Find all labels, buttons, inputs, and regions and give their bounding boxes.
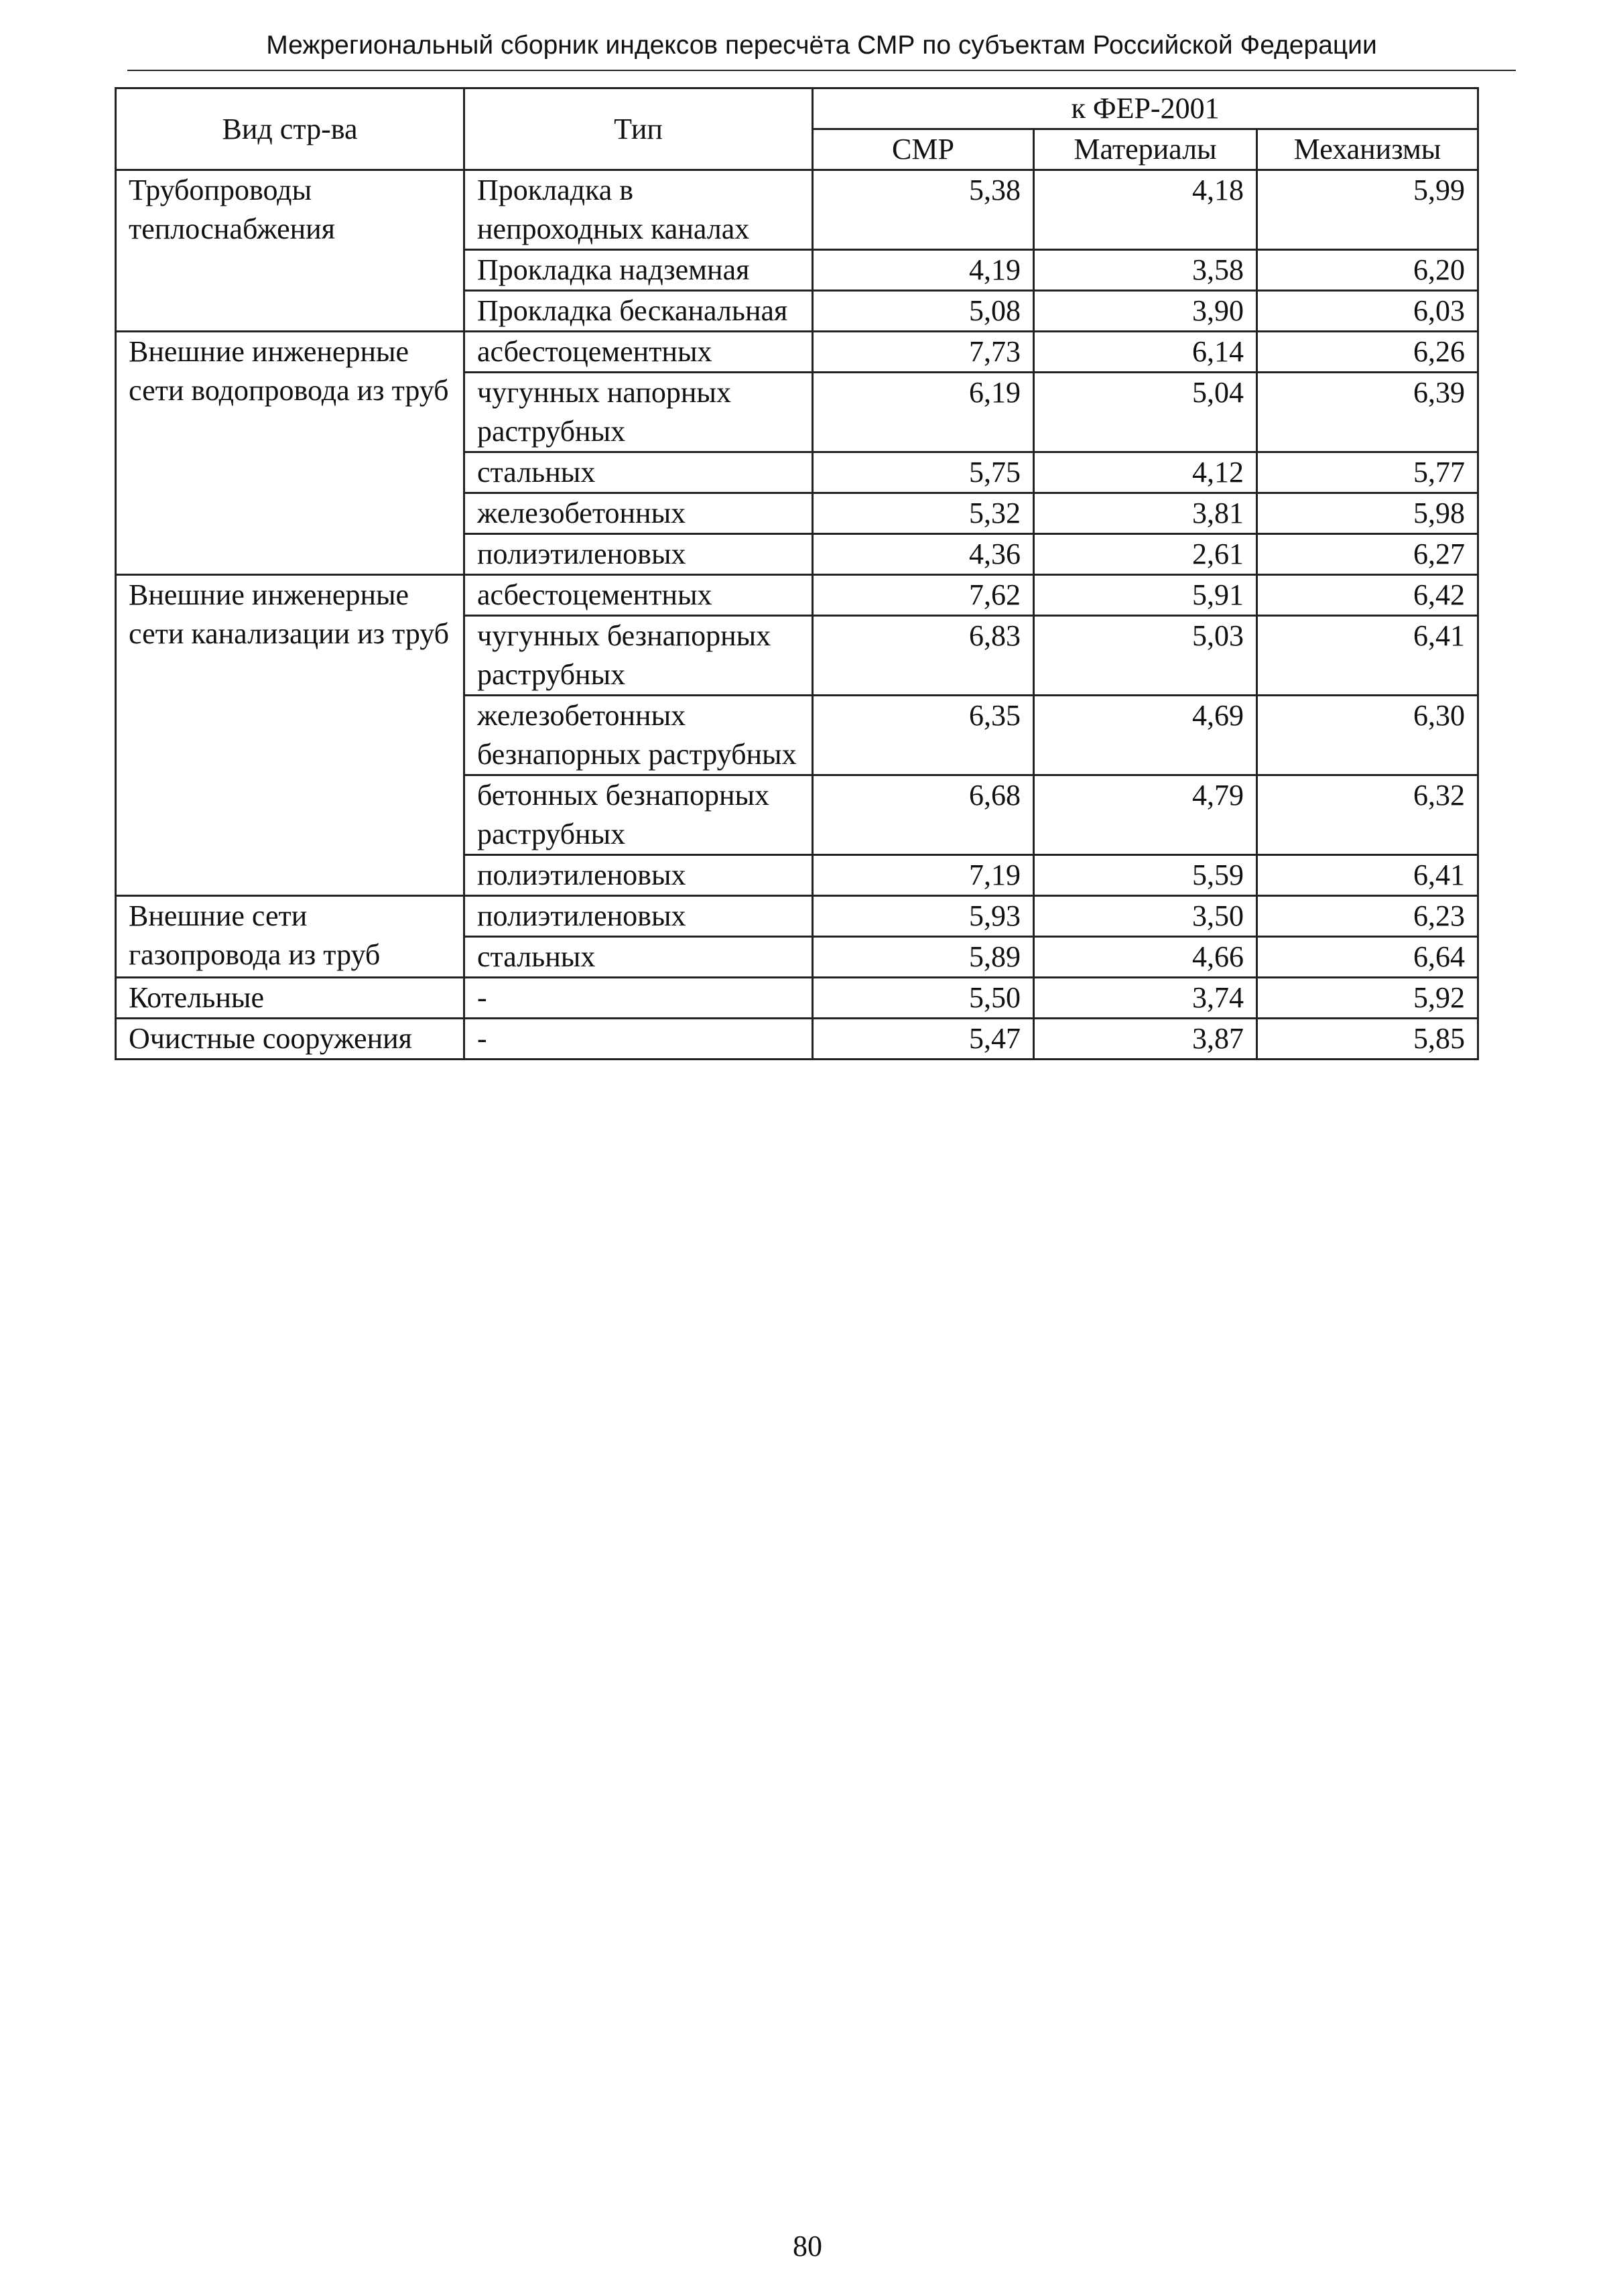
table-row [116,332,1478,373]
type-cell: полиэтиленовых [464,896,813,937]
smr-value: 5,93 [813,896,1034,937]
construction-kind: Котельные [116,978,464,1019]
type-cell: чугунных безнапорных раструбных [464,616,813,696]
table-row [116,575,1478,616]
materials-value: 2,61 [1034,534,1257,575]
smr-value: 7,62 [813,575,1034,616]
type-cell: чугунных напорных раструбных [464,373,813,452]
page-number: 80 [793,2230,822,2262]
type-cell: железобетонных безнапорных раструбных [464,696,813,775]
header-kind: Вид стр-ва [116,88,464,170]
smr-value: 6,83 [813,616,1034,696]
materials-value: 3,50 [1034,896,1257,937]
type-cell: - [464,1019,813,1060]
construction-kind: Трубопроводы теплоснабжения [116,170,464,332]
materials-value: 4,69 [1034,696,1257,775]
materials-value: 5,91 [1034,575,1257,616]
smr-value: 4,19 [813,250,1034,291]
mechanisms-value: 6,41 [1257,616,1478,696]
header-type: Тип [464,88,813,170]
mechanisms-value: 6,23 [1257,896,1478,937]
smr-value: 5,08 [813,291,1034,332]
materials-value: 4,66 [1034,937,1257,978]
header-smr: СМР [813,129,1034,170]
type-cell: бетонных безнапорных раструбных [464,775,813,855]
mechanisms-value: 5,98 [1257,493,1478,534]
smr-value: 6,68 [813,775,1034,855]
materials-value: 4,79 [1034,775,1257,855]
materials-value: 3,87 [1034,1019,1257,1060]
type-cell: Прокладка надземная [464,250,813,291]
type-cell: асбестоцементных [464,575,813,616]
type-cell: - [464,978,813,1019]
materials-value: 3,90 [1034,291,1257,332]
materials-value: 5,59 [1034,855,1257,896]
running-header: Межрегиональный сборник индексов пересчёта СМР по субъектам Российской Федерации [266,31,1377,60]
index-table [115,87,1479,1060]
smr-value: 5,75 [813,452,1034,493]
mechanisms-value: 5,92 [1257,978,1478,1019]
type-cell: полиэтиленовых [464,534,813,575]
type-cell: полиэтиленовых [464,855,813,896]
smr-value: 4,36 [813,534,1034,575]
type-cell: асбестоцементных [464,332,813,373]
type-cell: Прокладка в непроходных каналах [464,170,813,250]
materials-value: 3,74 [1034,978,1257,1019]
mechanisms-value: 6,26 [1257,332,1478,373]
materials-value: 5,04 [1034,373,1257,452]
type-cell: стальных [464,937,813,978]
construction-kind: Внешние инженерные сети водопровода из труб [116,332,464,575]
smr-value: 5,50 [813,978,1034,1019]
smr-value: 5,47 [813,1019,1034,1060]
materials-value: 3,58 [1034,250,1257,291]
table-row [116,896,1478,937]
mechanisms-value: 6,41 [1257,855,1478,896]
header-fer-2001: к ФЕР-2001 [813,88,1478,129]
materials-value: 4,18 [1034,170,1257,250]
materials-value: 4,12 [1034,452,1257,493]
materials-value: 6,14 [1034,332,1257,373]
type-cell: Прокладка бесканальная [464,291,813,332]
table-row [116,978,1478,1019]
construction-kind: Очистные сооружения [116,1019,464,1060]
construction-kind: Внешние сети газопровода из труб [116,896,464,978]
mechanisms-value: 5,77 [1257,452,1478,493]
table-row [116,170,1478,250]
materials-value: 3,81 [1034,493,1257,534]
header-materials: Материалы [1034,129,1257,170]
mechanisms-value: 6,27 [1257,534,1478,575]
table-row [116,1019,1478,1060]
mechanisms-value: 6,03 [1257,291,1478,332]
smr-value: 5,38 [813,170,1034,250]
mechanisms-value: 6,32 [1257,775,1478,855]
smr-value: 7,73 [813,332,1034,373]
mechanisms-value: 6,30 [1257,696,1478,775]
materials-value: 5,03 [1034,616,1257,696]
mechanisms-value: 5,99 [1257,170,1478,250]
header-mechanisms: Механизмы [1257,129,1478,170]
smr-value: 6,35 [813,696,1034,775]
mechanisms-value: 6,20 [1257,250,1478,291]
construction-kind: Внешние инженерные сети канализации из труб [116,575,464,896]
smr-value: 5,89 [813,937,1034,978]
type-cell: стальных [464,452,813,493]
smr-value: 6,19 [813,373,1034,452]
header-rule [127,70,1516,71]
mechanisms-value: 6,64 [1257,937,1478,978]
smr-value: 7,19 [813,855,1034,896]
smr-value: 5,32 [813,493,1034,534]
mechanisms-value: 6,42 [1257,575,1478,616]
type-cell: железобетонных [464,493,813,534]
mechanisms-value: 5,85 [1257,1019,1478,1060]
mechanisms-value: 6,39 [1257,373,1478,452]
